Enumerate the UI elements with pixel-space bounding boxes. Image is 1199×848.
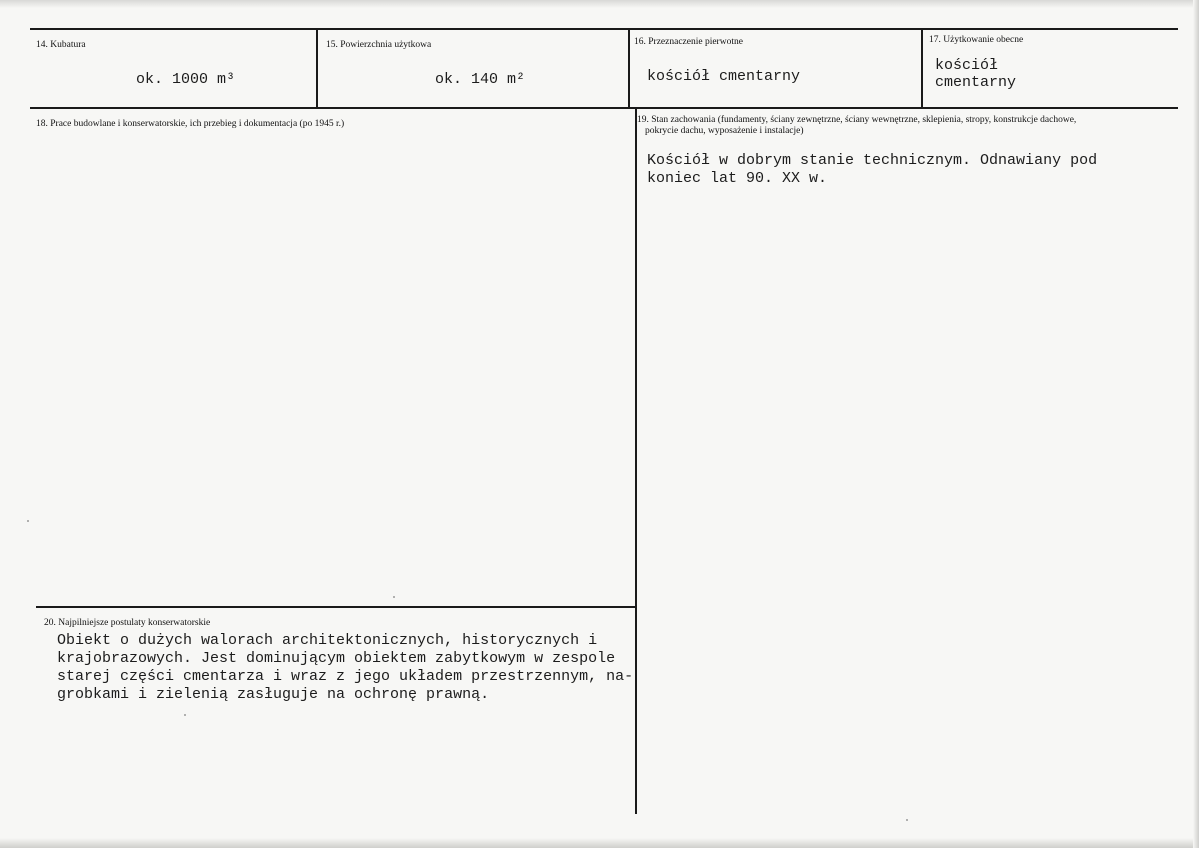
powierzchnia-label: 15. Powierzchnia użytkowa bbox=[326, 40, 432, 50]
paper-edge-top bbox=[0, 0, 1199, 8]
paper-speck bbox=[906, 819, 908, 821]
uzytkowanie-value-line-2: cmentarny bbox=[935, 74, 1017, 91]
divider-14-15 bbox=[316, 28, 318, 109]
paper-edge-bottom bbox=[0, 838, 1199, 848]
paper-edge-right bbox=[1193, 0, 1199, 848]
divider-15-16 bbox=[628, 28, 630, 109]
stan-value-line-1: Kościół w dobrym stanie technicznym. Odnawiany pod bbox=[647, 152, 1098, 169]
main-column-divider bbox=[635, 107, 637, 814]
stan-label-line-2: pokrycie dachu, wyposażenie i instalacje) bbox=[645, 126, 804, 136]
postulaty-value-line-2: krajobrazowych. Jest dominującym obiektem zabytkowym w zespole bbox=[57, 650, 616, 667]
paper-speck bbox=[184, 714, 186, 716]
prace-label: 18. Prace budowlane i konserwatorskie, ich przebieg i dokumentacja (po 1945 r.) bbox=[36, 119, 345, 129]
postulaty-value-line-1: Obiekt o dużych walorach architektonicznych, historycznych i bbox=[57, 632, 598, 649]
top-rule bbox=[30, 28, 1178, 30]
postulaty-label: 20. Najpilniejsze postulaty konserwatorskie bbox=[44, 618, 211, 628]
przeznaczenie-label: 16. Przeznaczenie pierwotne bbox=[634, 37, 743, 47]
uzytkowanie-value-line-1: kościół bbox=[935, 57, 999, 74]
postulaty-value-line-4: grobkami i zielenią zasługuje na ochronę prawną. bbox=[57, 686, 490, 703]
postulaty-value-line-3: starej części cmentarza i wraz z jego układem przestrzennym, na- bbox=[57, 668, 634, 685]
przeznaczenie-value: kościół cmentarny bbox=[647, 68, 801, 85]
kubatura-value: ok. 1000 m³ bbox=[136, 71, 236, 88]
row1-bottom-rule bbox=[30, 107, 1178, 109]
paper-speck bbox=[27, 520, 29, 522]
kubatura-label: 14. Kubatura bbox=[36, 40, 86, 50]
postulaty-top-rule bbox=[36, 606, 637, 608]
uzytkowanie-label: 17. Użytkowanie obecne bbox=[929, 35, 1024, 45]
powierzchnia-value: ok. 140 m² bbox=[435, 71, 526, 88]
divider-16-17 bbox=[921, 28, 923, 109]
stan-value-line-2: koniec lat 90. XX w. bbox=[647, 170, 828, 187]
stan-label-line-1: 19. Stan zachowania (fundamenty, ściany zewnętrzne, ściany wewnętrzne, sklepienia, stropy, konstrukcje dachowe, bbox=[637, 115, 1077, 125]
paper-speck bbox=[393, 596, 395, 598]
